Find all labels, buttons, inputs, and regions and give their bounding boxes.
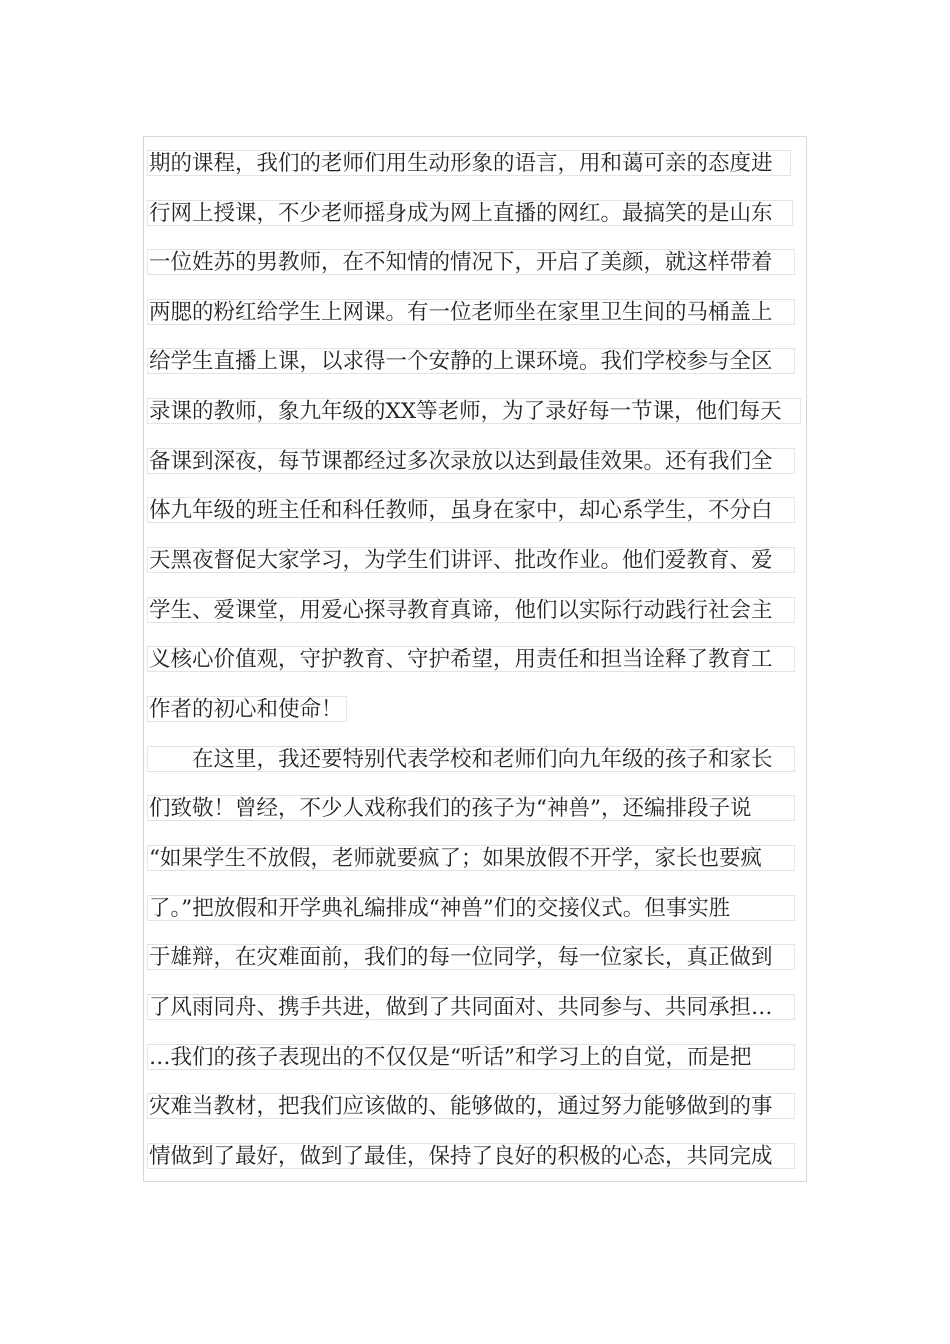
text-line: 录课的教师，象九年级的XX等老师，为了录好每一节课，他们每天: [147, 398, 801, 424]
text-line: 备课到深夜，每节课都经过多次录放以达到最佳效果。还有我们全: [147, 448, 795, 474]
text-line: 学生、爱课堂，用爱心探寻教育真谛，他们以实际行动践行社会主: [147, 597, 795, 623]
text-line: 灾难当教材，把我们应该做的、能够做的，通过努力能够做到的事: [147, 1093, 795, 1119]
text-line: …我们的孩子表现出的不仅仅是“听话”和学习上的自觉，而是把: [147, 1044, 795, 1070]
text-line: 行网上授课，不少老师摇身成为网上直播的网红。最搞笑的是山东: [147, 200, 793, 226]
text-line: 两腮的粉红给学生上网课。有一位老师坐在家里卫生间的马桶盖上: [147, 299, 795, 325]
text-line: 天黑夜督促大家学习，为学生们讲评、批改作业。他们爱教育、爱: [147, 547, 795, 573]
text-line: 于雄辩，在灾难面前，我们的每一位同学，每一位家长，真正做到: [147, 944, 795, 970]
text-line: 在这里，我还要特别代表学校和老师们向九年级的孩子和家长: [147, 746, 795, 772]
text-line: 情做到了最好，做到了最佳，保持了良好的积极的心态，共同完成: [147, 1143, 795, 1169]
text-line: “如果学生不放假，老师就要疯了；如果放假不开学，家长也要疯: [147, 845, 795, 871]
text-line: 了风雨同舟、携手共进，做到了共同面对、共同参与、共同承担…: [147, 994, 795, 1020]
text-line: 们致敬！曾经，不少人戏称我们的孩子为“神兽”，还编排段子说: [147, 795, 795, 821]
text-line: 给学生直播上课，以求得一个安静的上课环境。我们学校参与全区: [147, 348, 795, 374]
text-line: 了。”把放假和开学典礼编排成“神兽”们的交接仪式。但事实胜: [147, 895, 795, 921]
text-line: 义核心价值观，守护教育、守护希望，用责任和担当诠释了教育工: [147, 646, 795, 672]
text-line: 一位姓苏的男教师，在不知情的情况下，开启了美颜，就这样带着: [147, 249, 795, 275]
text-line: 作者的初心和使命！: [147, 696, 347, 722]
text-line: 体九年级的班主任和科任教师，虽身在家中，却心系学生，不分白: [147, 497, 795, 523]
text-line: 期的课程，我们的老师们用生动形象的语言，用和蔼可亲的态度进: [147, 150, 791, 176]
